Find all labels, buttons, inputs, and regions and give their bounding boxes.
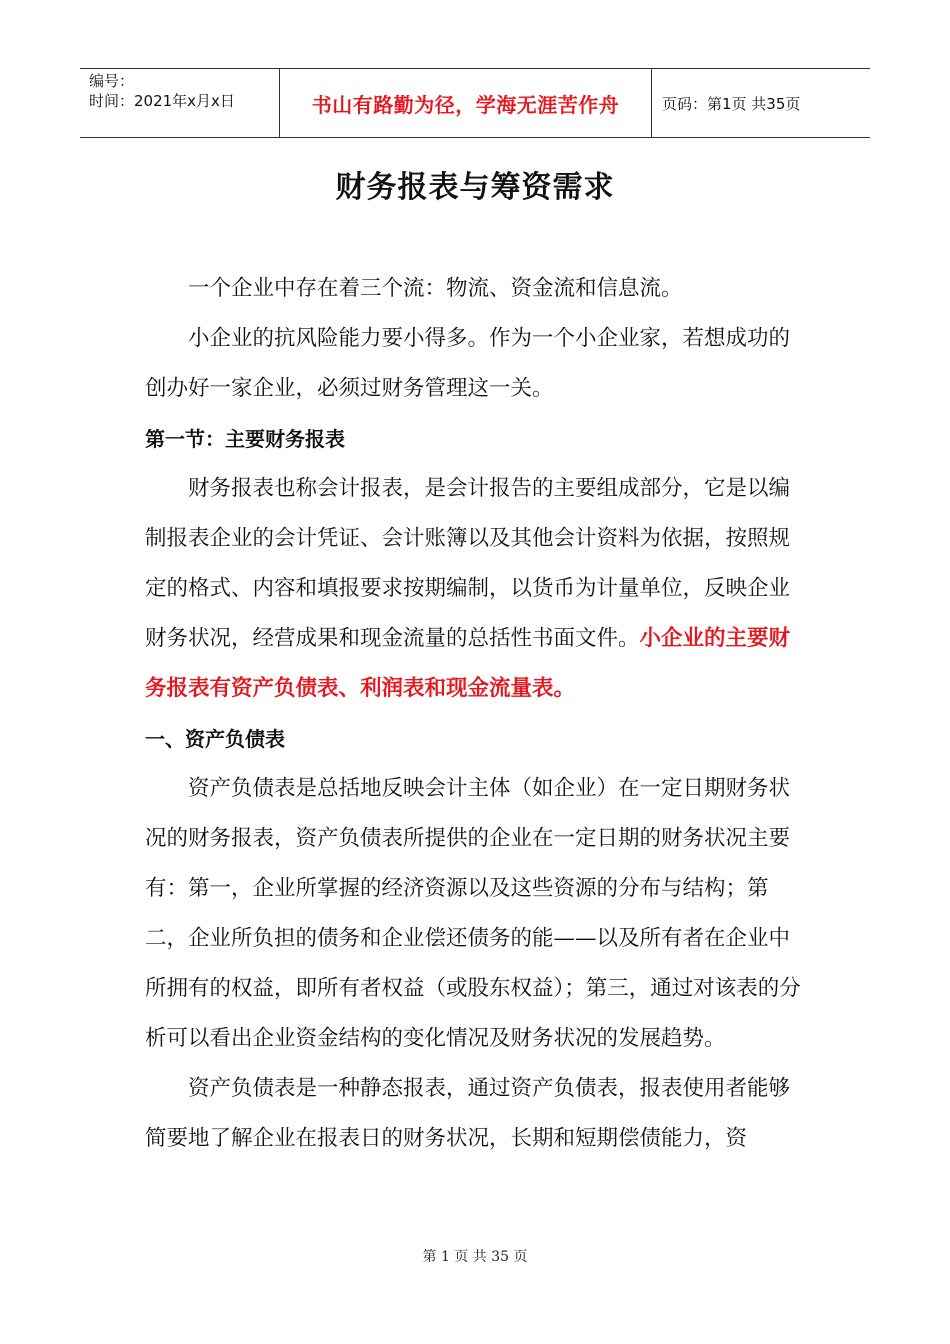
- section-heading-main-reports: 第一节：主要财务报表: [145, 427, 345, 451]
- header-table: [80, 68, 870, 138]
- highlight-main-reports: 小企业的主要财务报表有资产负债表、利润表和现金流量表。: [145, 626, 791, 701]
- paragraph-three-flows: 一个企业中存在着三个流：物流、资金流和信息流。: [188, 276, 683, 301]
- paragraph-report-definition: [145, 464, 810, 714]
- header-meta-cell: [80, 69, 280, 137]
- paragraph-risk: 小企业的抗风险能力要小得多。作为一个小企业家，若想成功的创办好一家企业，必须过财务管理这一关。: [145, 326, 791, 401]
- document-title: 财务报表与筹资需求: [335, 170, 615, 205]
- document-time-label: 时间：2021年x月x日: [89, 92, 235, 110]
- header-motto: 书山有路勤为径，学海无涯苦作舟: [280, 69, 652, 137]
- report-definition-text: 财务报表也称会计报表，是会计报告的主要组成部分，它是以编制报表企业的会计凭证、会计账簿以及其他会计资料为依据，按照规定的格式、内容和填报要求按期编制，以货币为计量单位，反映企业财务状况，经营成果和现金流量的总括性书面文件。: [145, 476, 791, 651]
- page-footer: 第 1 页 共 35 页: [422, 1249, 528, 1265]
- document-number-label: 编号：: [89, 72, 135, 90]
- section-heading-balance-sheet: 一、资产负债表: [145, 727, 285, 751]
- document-body: [145, 264, 810, 1164]
- header-page-info: 页码：第1页 共35页: [662, 94, 801, 113]
- paragraph-balance-sheet-static: 资产负债表是一种静态报表，通过资产负债表，报表使用者能够简要地了解企业在报表日的财务状况，长期和短期偿债能力，资: [145, 1076, 791, 1151]
- paragraph-balance-sheet-definition: 资产负债表是总括地反映会计主体（如企业）在一定日期财务状况的财务报表，资产负债表所提供的企业在一定日期的财务状况主要有：第一，企业所掌握的经济资源以及这些资源的分布与结构；第二，企业所负担的债务和企业偿还债务的能——以及所有者在企业中所拥有的权益，即所有者权益（或股东权益）；第三，通过对该表的分析可以看出企业资金结构的变化情况及财务状况的发展趋势。: [145, 776, 801, 1051]
